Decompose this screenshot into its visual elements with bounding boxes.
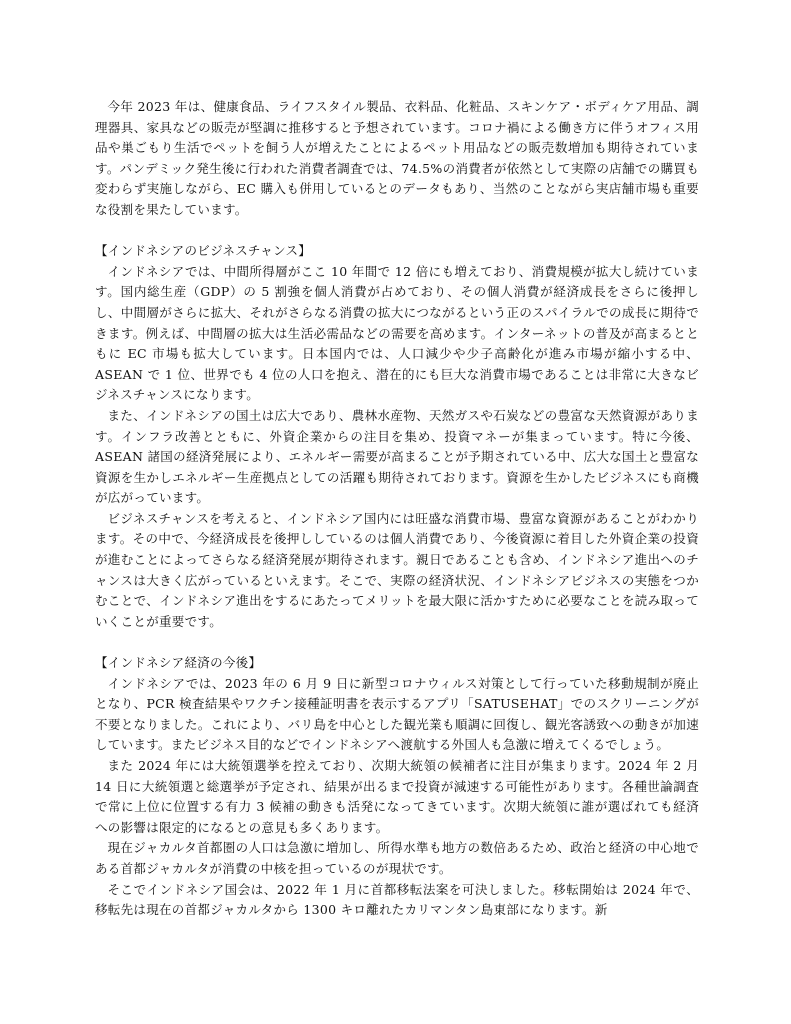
business-chance-paragraph-2: また、インドネシアの国土は広大であり、農林水産物、天然ガスや石炭などの豊富な天然資源があります。インフラ改善とともに、外資企業からの注目を集め、投資マネーが集まっています。特に今後、ASEAN 諸国の経済発展により、エネルギー需要が高まることが予期されている中、広大な国土と豊富な資源を生かしエネルギー生産拠点としての活躍も期待されております。資源を生かしたビジネスにも商機が広がっています。 [95, 407, 699, 506]
economy-future-paragraph-1: インドネシアでは、2023 年の 6 月 9 日に新型コロナウィルス対策として行っていた移動規制が廃止となり、PCR 検査結果やワクチン接種証明書を表示するアプリ「SATUSEHAT」でのスクリーニングが不要となりました。これにより、バリ島を中心とした観光業も順調に回復し、観光客誘致への動きが加速しています。またビジネス目的などでインドネシアへ渡航する外国人も急激に増えてくるでしょう。 [95, 675, 699, 753]
document-body [95, 97, 699, 921]
intro-paragraph: 今年 2023 年は、健康食品、ライフスタイル製品、衣料品、化粧品、スキンケア・ボディケア用品、調理器具、家具などの販売が堅調に推移すると予想されています。コロナ禍による働き方に伴うオフィス用品や巣ごもり生活でペットを飼う人が増えたことによるペット用品などの販売数増加も期待されています。パンデミック発生後に行われた消費者調査では、74.5%の消費者が依然として実際の店舗での購買も変わらず実施しながら、EC 購入も併用しているとのデータもあり、当然のことながら実店舗市場も重要な役割を果たしています。 [95, 99, 699, 217]
economy-future-paragraph-4: そこでインドネシア国会は、2022 年 1 月に首都移転法案を可決しました。移転開始は 2024 年で、移転先は現在の首都ジャカルタから 1300 キロ離れたカリマンタン島東部になります。新 [95, 881, 699, 918]
economy-future-paragraph-2: また 2024 年には大統領選挙を控えており、次期大統領の候補者に注目が集まります。2024 年 2 月 14 日に大統領選と総選挙が予定され、結果が出るまで投資が減速する可能性があります。各種世論調査で常に上位に位置する有力 3 候補の動きも活発になってきています。次期大統領に誰が選ばれても経済への影響は限定的になるとの意見も多くあります。 [95, 758, 699, 835]
section-gap [95, 632, 699, 653]
section-heading-economy-future: 【インドネシア経済の今後】 [95, 655, 262, 671]
business-chance-paragraph-1: インドネシアでは、中間所得層がここ 10 年間で 12 倍にも増えており、消費規模が拡大し続けています。国内総生産（GDP）の 5 割強を個人消費が占めており、その個人消費が経済成長をさらに後押しし、中間層がさらに拡大、それがさらなる消費の拡大につながるという正のスパイラルでの成長に期待できます。例えば、中間層の拡大は生活必需品などの需要を高めます。インターネットの普及が高まるとともに EC 市場も拡大しています。日本国内では、人口減少や少子高齢化が進み市場が縮小する中、ASEAN で 1 位、世界でも 4 位の人口を抱え、潜在的にも巨大な消費市場であることは非常に大きなビジネスチャンスになります。 [95, 263, 699, 403]
economy-future-paragraph-3: 現在ジャカルタ首都圏の人口は急激に増加し、所得水準も地方の数倍あるため、政治と経済の中心地である首都ジャカルタが消費の中核を担っているのが現状です。 [95, 840, 699, 876]
section-heading-business-chance: 【インドネシアのビジネスチャンス】 [95, 243, 312, 259]
business-chance-paragraph-3: ビジネスチャンスを考えると、インドネシア国内には旺盛な消費市場、豊富な資源があることがわかります。その中で、今経済成長を後押ししているのは個人消費であり、今後資源に着目した外資企業の投資が進むことによってさらなる経済発展が期待されます。親日であることも含め、インドネシア進出へのチャンスは大きく広がっているといえます。そこで、実際の経済状況、インドネシアビジネスの実態をつかむことで、インドネシア進出をするにあたってメリットを最大限に活かすために必要なことを読み取っていくことが重要です。 [95, 510, 699, 629]
section-gap [95, 221, 699, 242]
